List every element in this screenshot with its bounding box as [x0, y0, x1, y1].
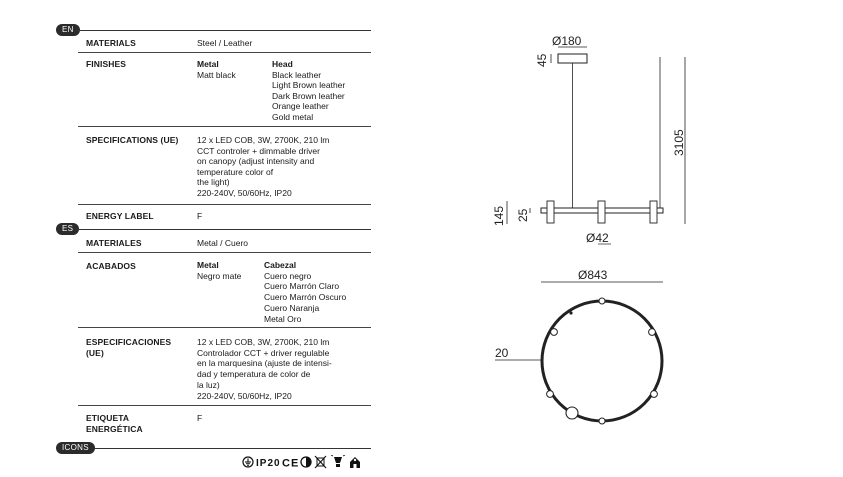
- acabado-cabezal-heading: Cabezal: [264, 260, 297, 270]
- section-pill-en: EN: [56, 24, 80, 36]
- head-diameter-label: Ø42: [586, 231, 609, 245]
- materiales-value: Metal / Cuero: [197, 238, 249, 248]
- finish-head-item: Gold metal: [272, 111, 314, 122]
- acabado-cabezal-item: Cuero Marrón Claro: [264, 281, 340, 291]
- especificaciones-label: (UE): [86, 347, 104, 358]
- section-pill-icons: ICONS: [56, 442, 95, 454]
- especificacion-line: en la marquesina (ajuste de intensi-: [197, 358, 332, 368]
- spec-line: 220-240V, 50/60Hz, IP20: [197, 188, 292, 198]
- spec-line: CCT controler + dimmable driver: [197, 145, 320, 156]
- finish-head-item: Light Brown leather: [272, 80, 346, 90]
- height-25-label: 25: [516, 208, 530, 222]
- indoor-use-icon: [350, 457, 360, 468]
- ring-diameter-label: Ø843: [578, 268, 608, 282]
- especificacion-line: 220-240V, 50/60Hz, IP20: [197, 391, 292, 401]
- acabado-cabezal-item: Metal Oro: [264, 314, 302, 324]
- acabado-cabezal-item: Cuero negro: [264, 270, 312, 281]
- dimmable-icon: [301, 457, 311, 467]
- acabado-cabezal-item: Cuero Naranja: [264, 303, 320, 313]
- etiqueta-label: ETIQUETA: [86, 413, 130, 423]
- finish-head-heading: Head: [272, 59, 293, 69]
- materiales-label: MATERIALES: [86, 238, 142, 248]
- row-divider: [78, 204, 371, 205]
- class-ground-icon: [243, 457, 253, 467]
- ring-width-label: 20: [495, 346, 509, 360]
- etiqueta-value: F: [197, 413, 203, 423]
- ring-side-view: [541, 201, 663, 223]
- energy-label: ENERGY LABEL: [86, 211, 154, 221]
- row-divider: [78, 405, 371, 406]
- especificaciones-label: ESPECIFICACIONES: [86, 337, 172, 347]
- spec-line: the light): [197, 177, 230, 187]
- materials-value: Steel / Leather: [197, 38, 253, 48]
- led-bulb-icon: [331, 455, 345, 467]
- row-divider: [78, 126, 371, 127]
- row-divider: [78, 252, 371, 253]
- etiqueta-label: ENERGÉTICA: [86, 424, 143, 434]
- energy-value: F: [197, 211, 203, 221]
- ring-top-view: [542, 298, 662, 424]
- section-rule-icons: [94, 448, 371, 449]
- section-rule-en: [76, 30, 371, 31]
- height-145-label: 145: [492, 205, 506, 226]
- total-height-label: 3105: [672, 129, 686, 156]
- section-pill-es: ES: [56, 223, 79, 235]
- acabado-metal-heading: Metal: [197, 260, 219, 270]
- especificacion-line: la luz): [197, 380, 220, 390]
- ce-mark-icon: CE: [282, 457, 300, 469]
- finish-head-item: Dark Brown leather: [272, 90, 345, 101]
- spec-line: on canopy (adjust intensity and: [197, 156, 315, 166]
- acabados-label: ACABADOS: [86, 261, 136, 271]
- finish-metal-heading: Metal: [197, 59, 219, 69]
- acabado-metal-item: Negro mate: [197, 270, 242, 281]
- weee-bin-icon: [315, 456, 326, 468]
- specifications-label: SPECIFICATIONS (UE): [86, 135, 179, 145]
- finish-metal-item: Matt black: [197, 69, 236, 80]
- certification-icons: [242, 455, 370, 469]
- spec-line: temperature color of: [197, 166, 274, 177]
- spec-line: 12 x LED COB, 3W, 2700K, 210 lm: [197, 135, 330, 145]
- finish-head-item: Orange leather: [272, 101, 329, 111]
- especificacion-line: Controlador CCT + driver regulable: [197, 347, 330, 358]
- section-rule-es: [76, 229, 371, 230]
- ip-rating-text: IP20: [256, 458, 281, 469]
- especificacion-line: 12 x LED COB, 3W, 2700K, 210 lm: [197, 337, 330, 347]
- row-divider: [78, 327, 371, 328]
- finish-head-item: Black leather: [272, 69, 322, 80]
- canopy: [558, 54, 587, 63]
- especificacion-line: dad y temperatura de color de: [197, 369, 311, 379]
- acabado-cabezal-item: Cuero Marrón Oscuro: [264, 292, 347, 302]
- row-divider: [78, 52, 371, 53]
- canopy-height-label: 45: [535, 53, 549, 67]
- finishes-label: FINISHES: [86, 59, 127, 69]
- canopy-diameter-label: Ø180: [552, 34, 582, 48]
- materials-label: MATERIALS: [86, 38, 136, 48]
